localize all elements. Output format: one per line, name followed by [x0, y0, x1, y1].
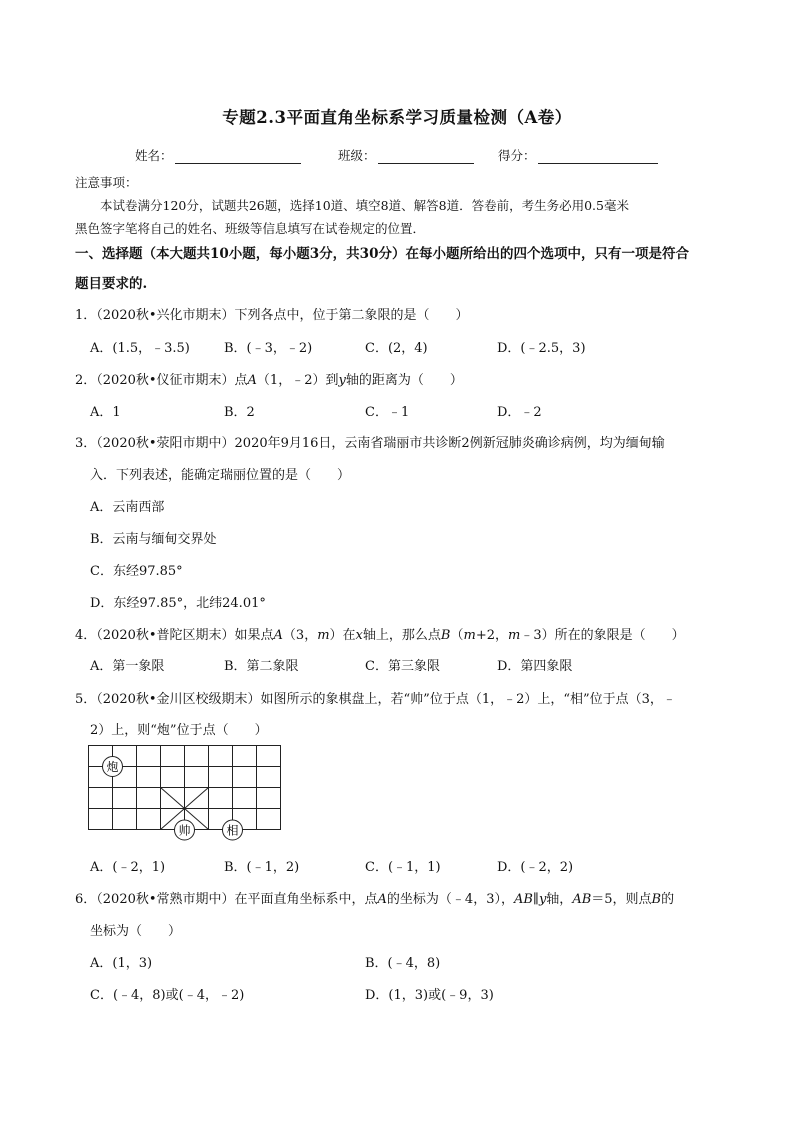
- notice-line-1: 本试卷满分120分，试题共26题，选择10道、填空8道、解答8道．答卷前，考生务必用0.5毫米: [100, 198, 629, 213]
- q3-option-b: B．云南与缅甸交界处: [90, 532, 217, 547]
- q2-option-c: C．﹣1: [365, 405, 410, 420]
- question-1-stem: 1．（2020秋•兴化市期末）下列各点中，位于第二象限的是（ ）: [75, 308, 469, 323]
- name-label: 姓名：: [135, 148, 173, 163]
- svg-text:相: 相: [226, 823, 239, 838]
- class-label: 班级：: [338, 148, 376, 163]
- name-field: [135, 146, 301, 164]
- q2-option-b: B．2: [224, 405, 255, 420]
- notice-heading: 注意事项：: [75, 175, 138, 190]
- q2-option-d: D．﹣2: [497, 405, 542, 420]
- q6-option-d: D．(1，3)或(﹣9，3): [365, 988, 494, 1003]
- q3-option-d: D．东经97.85°，北纬24.01°: [90, 596, 266, 611]
- score-field: [498, 146, 658, 164]
- class-field: [338, 146, 474, 164]
- notice-line-2: 黑色签字笔将自己的姓名、班级等信息填写在试卷规定的位置．: [75, 221, 426, 236]
- q3-option-c: C．东经97.85°: [90, 564, 183, 579]
- class-blank: [378, 150, 474, 164]
- q5-option-c: C．(﹣1，1): [365, 860, 441, 875]
- question-4-stem: 4．（2020秋•普陀区期末）如果点A（3，m）在x轴上，那么点B（m+2，m﹣3）所在的象限是（ ）: [75, 628, 685, 643]
- q5-option-d: D．(﹣2，2): [497, 860, 574, 875]
- q4-option-c: C．第三象限: [365, 659, 440, 674]
- q1-option-a: A．(1.5，﹣3.5): [90, 341, 190, 356]
- q4-option-d: D．第四象限: [497, 659, 573, 674]
- q6-option-b: B．(﹣4，8): [365, 956, 441, 971]
- question-5-stem-line-1: 5．（2020秋•金川区校级期末）如图所示的象棋盘上，若“帅”位于点（1，﹣2）上，“相”位于点（3，﹣: [75, 692, 676, 707]
- q5-option-a: A．(﹣2，1): [90, 860, 166, 875]
- name-blank: [175, 150, 301, 164]
- q1-option-c: C．(2，4): [365, 341, 428, 356]
- piece-shuai: [175, 820, 195, 840]
- svg-text:帅: 帅: [178, 823, 191, 838]
- q1-option-d: D．(﹣2.5，3): [497, 341, 586, 356]
- q2-option-a: A．1: [90, 405, 121, 420]
- section-1-heading-line-1: 一、选择题（本大题共10小题，每小题3分，共30分）在每小题所给出的四个选项中，只有一项是符合: [75, 246, 689, 262]
- q3-option-a: A．云南西部: [90, 500, 165, 515]
- q6-option-a: A．(1，3): [90, 956, 153, 971]
- q4-option-b: B．第二象限: [224, 659, 299, 674]
- q4-option-a: A．第一象限: [90, 659, 165, 674]
- chess-board-figure: [88, 745, 288, 843]
- score-label: 得分：: [498, 148, 536, 163]
- question-2-stem: 2．（2020秋•仪征市期末）点A（1，﹣2）到y轴的距离为（ ）: [75, 373, 463, 388]
- question-3-stem-line-2: 入．下列表述，能确定瑞丽位置的是（ ）: [90, 468, 351, 483]
- score-blank: [538, 150, 658, 164]
- question-6-stem-line-2: 坐标为（ ）: [90, 924, 182, 939]
- question-6-stem-line-1: 6．（2020秋•常熟市期中）在平面直角坐标系中，点A的坐标为（﹣4，3），AB∥y轴，AB＝5，则点B的: [75, 892, 675, 907]
- section-1-heading-line-2: 题目要求的.: [75, 276, 148, 292]
- q1-option-b: B．(﹣3，﹣2): [224, 341, 313, 356]
- q5-option-b: B．(﹣1，2): [224, 860, 300, 875]
- question-3-stem-line-1: 3．（2020秋•荥阳市期中）2020年9月16日，云南省瑞丽市共诊断2例新冠肺炎确诊病例，均为缅甸输: [75, 436, 665, 451]
- svg-text:炮: 炮: [106, 760, 119, 774]
- question-5-stem-line-2: 2）上，则“炮”位于点（ ）: [90, 723, 268, 738]
- piece-pao: [103, 757, 123, 777]
- q6-option-c: C．(﹣4，8)或(﹣4，﹣2): [90, 988, 245, 1003]
- page-title: 专题2.3平面直角坐标系学习质量检测（A卷）: [222, 108, 572, 127]
- piece-xiang: [223, 820, 243, 840]
